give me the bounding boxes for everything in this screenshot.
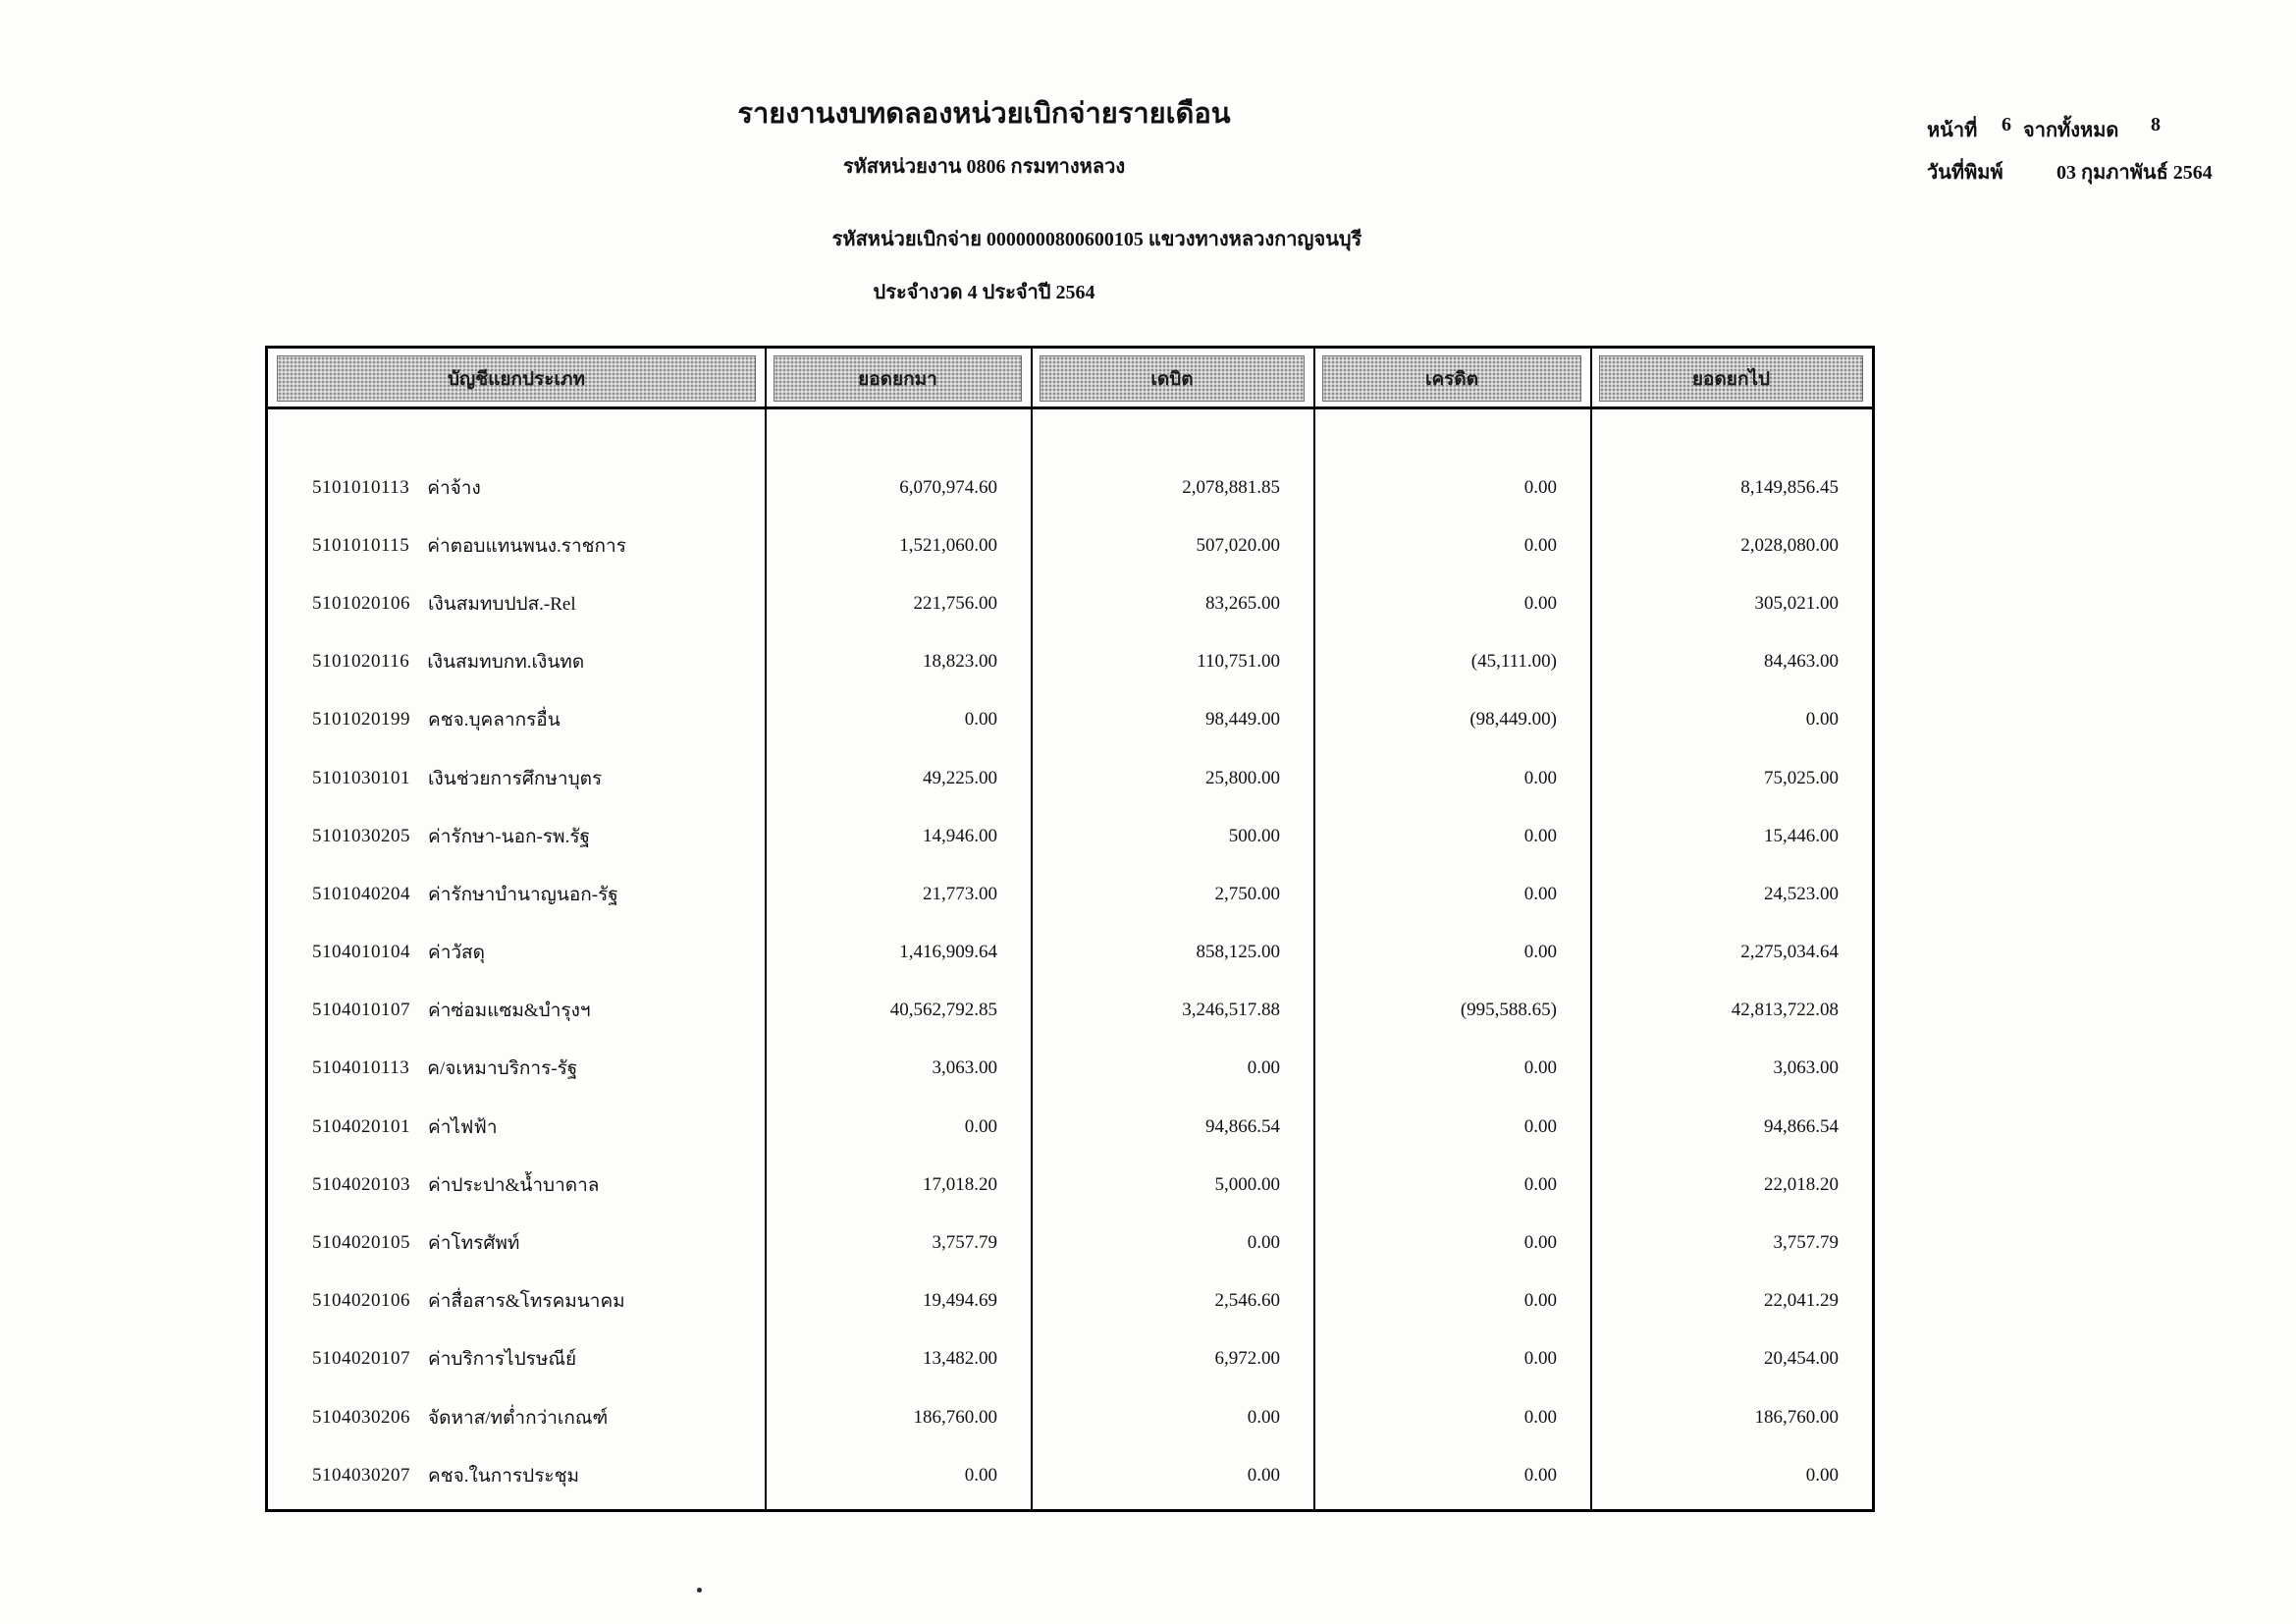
debit-cell: 2,546.60 xyxy=(1214,1290,1280,1312)
credit-cell: 0.00 xyxy=(1523,534,1557,556)
table-row xyxy=(268,924,1872,982)
table-row xyxy=(268,1446,1872,1504)
table-header-row xyxy=(268,349,1872,409)
debit-cell: 3,246,517.88 xyxy=(1182,1000,1280,1021)
carried-forward-cell: 84,463.00 xyxy=(1764,651,1839,673)
account-name: ค่าจ้าง xyxy=(427,477,481,499)
credit-cell: 0.00 xyxy=(1523,1290,1557,1312)
account-code: 5101030205 xyxy=(312,825,410,846)
account-cell xyxy=(268,924,765,982)
brought-forward-cell: 40,562,792.85 xyxy=(889,1000,997,1021)
account-code: 5104010113 xyxy=(312,1057,410,1079)
credit-cell: 0.00 xyxy=(1523,1464,1557,1486)
credit-cell: 0.00 xyxy=(1523,1057,1557,1079)
page-number: 6 xyxy=(2002,114,2011,135)
account-name: ค่ารักษา-นอก-รพ.รัฐ xyxy=(428,826,591,847)
debit-cell: 6,972.00 xyxy=(1214,1348,1280,1370)
carried-forward-cell: 42,813,722.08 xyxy=(1731,1000,1839,1021)
credit-cell: (98,449.00) xyxy=(1469,709,1557,731)
account-cell xyxy=(268,1446,765,1504)
credit-cell: (45,111.00) xyxy=(1470,651,1557,673)
brought-forward-cell: 0.00 xyxy=(964,1464,997,1486)
credit-cell: 0.00 xyxy=(1523,767,1557,788)
carried-forward-cell: 2,275,034.64 xyxy=(1740,942,1839,963)
table-row xyxy=(268,516,1872,574)
account-code: 5101040204 xyxy=(312,883,410,904)
credit-cell: 0.00 xyxy=(1523,942,1557,963)
header-cell-debit xyxy=(1031,349,1313,406)
carried-forward-cell: 2,028,080.00 xyxy=(1740,534,1839,556)
credit-cell: 0.00 xyxy=(1523,592,1557,614)
page-number-line xyxy=(1927,114,2213,145)
account-cell xyxy=(268,459,765,516)
carried-forward-cell: 0.00 xyxy=(1805,1464,1839,1486)
account-name: ค่าประปา&น้ำบาดาล xyxy=(428,1174,600,1196)
debit-cell: 0.00 xyxy=(1247,1464,1280,1486)
table-body xyxy=(268,409,1872,1509)
disbursement-unit-line: รหัสหน่วยเบิกจ่าย 0000000800600105 แขวงทางหลวงกาญจนบุรี xyxy=(831,229,1362,250)
account-name: ค่ารักษาบำนาญนอก-รัฐ xyxy=(428,884,618,905)
debit-cell: 500.00 xyxy=(1228,825,1280,846)
credit-cell: 0.00 xyxy=(1523,1115,1557,1137)
account-code: 5101030101 xyxy=(312,767,410,788)
account-name: เงินสมทบปปส.-Rel xyxy=(428,593,576,615)
brought-forward-cell: 1,521,060.00 xyxy=(899,534,997,556)
header-cell-brought-forward xyxy=(765,349,1031,406)
debit-cell: 0.00 xyxy=(1247,1057,1280,1079)
debit-cell: 2,078,881.85 xyxy=(1182,476,1280,498)
brought-forward-cell: 1,416,909.64 xyxy=(899,942,997,963)
table-row xyxy=(268,1272,1872,1330)
debit-cell: 98,449.00 xyxy=(1205,709,1280,731)
header-cell-carried-forward xyxy=(1590,349,1872,406)
table-row xyxy=(268,1214,1872,1272)
period-line: ประจำงวด 4 ประจำปี 2564 xyxy=(873,282,1095,303)
credit-cell: 0.00 xyxy=(1523,1348,1557,1370)
column-header-credit: เครดิต xyxy=(1322,355,1581,402)
table-row xyxy=(268,1330,1872,1388)
account-code: 5104020106 xyxy=(312,1290,410,1312)
account-code: 5104010104 xyxy=(312,942,410,963)
table-row xyxy=(268,1040,1872,1098)
page-info xyxy=(1927,114,2213,188)
print-date-line xyxy=(1927,156,2213,188)
trial-balance-table xyxy=(265,346,1875,1512)
account-code: 5101020199 xyxy=(312,709,410,731)
brought-forward-cell: 0.00 xyxy=(964,1115,997,1137)
column-divider xyxy=(1590,349,1592,1509)
carried-forward-cell: 94,866.54 xyxy=(1764,1115,1839,1137)
carried-forward-cell: 75,025.00 xyxy=(1764,767,1839,788)
account-cell xyxy=(268,982,765,1040)
brought-forward-cell: 18,823.00 xyxy=(923,651,997,673)
debit-cell: 110,751.00 xyxy=(1197,651,1280,673)
credit-cell: 0.00 xyxy=(1523,476,1557,498)
account-cell xyxy=(268,749,765,807)
page-label: หน้าที่ xyxy=(1927,120,1978,141)
brought-forward-cell: 14,946.00 xyxy=(923,825,997,846)
brought-forward-cell: 3,757.79 xyxy=(932,1232,997,1254)
print-date-label: วันที่พิมพ์ xyxy=(1927,162,2003,184)
account-name: ค่าซ่อมแซม&บำรุงฯ xyxy=(428,1001,591,1022)
column-divider xyxy=(1313,349,1315,1509)
brought-forward-cell: 21,773.00 xyxy=(923,883,997,904)
carried-forward-cell: 8,149,856.45 xyxy=(1740,476,1839,498)
brought-forward-cell: 0.00 xyxy=(964,709,997,731)
brought-forward-cell: 221,756.00 xyxy=(913,592,997,614)
account-cell xyxy=(268,865,765,923)
account-name: เงินช่วยการศึกษาบุตร xyxy=(428,768,603,789)
account-name: ค่าวัสดุ xyxy=(428,943,485,964)
account-cell xyxy=(268,1388,765,1446)
brought-forward-cell: 13,482.00 xyxy=(923,1348,997,1370)
debit-cell: 5,000.00 xyxy=(1214,1173,1280,1195)
brought-forward-cell: 49,225.00 xyxy=(923,767,997,788)
carried-forward-cell: 22,018.20 xyxy=(1764,1173,1839,1195)
carried-forward-cell: 15,446.00 xyxy=(1764,825,1839,846)
account-cell xyxy=(268,574,765,632)
debit-cell: 94,866.54 xyxy=(1205,1115,1280,1137)
brought-forward-cell: 186,760.00 xyxy=(913,1406,997,1428)
credit-cell: 0.00 xyxy=(1523,1232,1557,1254)
carried-forward-cell: 20,454.00 xyxy=(1764,1348,1839,1370)
table-row xyxy=(268,982,1872,1040)
column-divider xyxy=(1031,349,1033,1509)
table-row xyxy=(268,1156,1872,1214)
account-cell xyxy=(268,633,765,691)
account-cell xyxy=(268,1330,765,1388)
account-name: คชจ.บุคลากรอื่น xyxy=(428,710,561,731)
account-cell xyxy=(268,1098,765,1156)
account-cell xyxy=(268,1272,765,1330)
header-cell-credit xyxy=(1313,349,1590,406)
credit-cell: 0.00 xyxy=(1523,825,1557,846)
account-code: 5104020103 xyxy=(312,1173,410,1195)
account-name: คชจ.ในการประชุม xyxy=(428,1465,580,1487)
debit-cell: 2,750.00 xyxy=(1214,883,1280,904)
debit-cell: 83,265.00 xyxy=(1205,592,1280,614)
account-code: 5104010107 xyxy=(312,1000,410,1021)
carried-forward-cell: 3,063.00 xyxy=(1773,1057,1839,1079)
print-date: 03 กุมภาพันธ์ 2564 xyxy=(2056,162,2213,184)
carried-forward-cell: 24,523.00 xyxy=(1764,883,1839,904)
brought-forward-cell: 17,018.20 xyxy=(923,1173,997,1195)
account-cell xyxy=(268,1214,765,1272)
account-name: ค่าโทรศัพท์ xyxy=(428,1233,520,1255)
account-cell xyxy=(268,1156,765,1214)
account-name: ค่าไฟฟ้า xyxy=(428,1116,498,1138)
table-row xyxy=(268,865,1872,923)
scan-artifact-dot xyxy=(697,1588,702,1593)
table-row xyxy=(268,1098,1872,1156)
header-cell-account xyxy=(268,349,765,406)
debit-cell: 0.00 xyxy=(1247,1232,1280,1254)
table-row xyxy=(268,459,1872,516)
table-row xyxy=(268,691,1872,749)
account-code: 5104020101 xyxy=(312,1115,410,1137)
agency-code-line: รหัสหน่วยงาน 0806 กรมทางหลวง xyxy=(842,156,1126,178)
column-header-debit: เดบิต xyxy=(1040,355,1305,402)
account-name: ค่าบริการไปรษณีย์ xyxy=(428,1349,577,1371)
account-cell xyxy=(268,516,765,574)
debit-cell: 0.00 xyxy=(1247,1406,1280,1428)
account-name: ค/จเหมาบริการ-รัฐ xyxy=(427,1058,578,1080)
account-code: 5104030207 xyxy=(312,1464,410,1486)
debit-cell: 507,020.00 xyxy=(1196,534,1280,556)
carried-forward-cell: 186,760.00 xyxy=(1754,1406,1839,1428)
report-title: รายงานงบทดลองหน่วยเบิกจ่ายรายเดือน xyxy=(737,98,1231,130)
credit-cell: (995,588.65) xyxy=(1460,1000,1557,1021)
account-name: ค่าตอบแทนพนง.ราชการ xyxy=(427,535,626,557)
column-divider xyxy=(765,349,767,1509)
table-row xyxy=(268,633,1872,691)
account-code: 5104020105 xyxy=(312,1232,410,1254)
brought-forward-cell: 3,063.00 xyxy=(932,1057,997,1079)
credit-cell: 0.00 xyxy=(1523,1173,1557,1195)
account-cell xyxy=(268,1040,765,1098)
table-row xyxy=(268,749,1872,807)
debit-cell: 858,125.00 xyxy=(1196,942,1280,963)
carried-forward-cell: 3,757.79 xyxy=(1773,1232,1839,1254)
account-code: 5101010113 xyxy=(312,476,410,498)
column-header-account: บัญชีแยกประเภท xyxy=(277,355,756,402)
debit-cell: 25,800.00 xyxy=(1205,767,1280,788)
credit-cell: 0.00 xyxy=(1523,883,1557,904)
brought-forward-cell: 19,494.69 xyxy=(923,1290,997,1312)
table-row xyxy=(268,574,1872,632)
account-code: 5104030206 xyxy=(312,1406,410,1428)
total-pages: 8 xyxy=(2151,114,2161,135)
brought-forward-cell: 6,070,974.60 xyxy=(899,476,997,498)
carried-forward-cell: 22,041.29 xyxy=(1764,1290,1839,1312)
carried-forward-cell: 0.00 xyxy=(1805,709,1839,731)
account-name: จัดหาส/ทต่ำกว่าเกณฑ์ xyxy=(428,1407,609,1429)
account-cell xyxy=(268,807,765,865)
column-header-brought-forward: ยอดยกมา xyxy=(774,355,1022,402)
table-row xyxy=(268,807,1872,865)
account-code: 5101020116 xyxy=(312,651,410,673)
account-name: ค่าสื่อสาร&โทรคมนาคม xyxy=(428,1291,625,1313)
total-pages-label: จากทั้งหมด xyxy=(2023,120,2119,141)
table-row xyxy=(268,1388,1872,1446)
account-code: 5101010115 xyxy=(312,534,410,556)
account-cell xyxy=(268,691,765,749)
column-header-carried-forward: ยอดยกไป xyxy=(1599,355,1863,402)
account-code: 5104020107 xyxy=(312,1348,410,1370)
account-code: 5101020106 xyxy=(312,592,410,614)
credit-cell: 0.00 xyxy=(1523,1406,1557,1428)
carried-forward-cell: 305,021.00 xyxy=(1754,592,1839,614)
account-name: เงินสมทบกท.เงินทด xyxy=(427,652,585,674)
